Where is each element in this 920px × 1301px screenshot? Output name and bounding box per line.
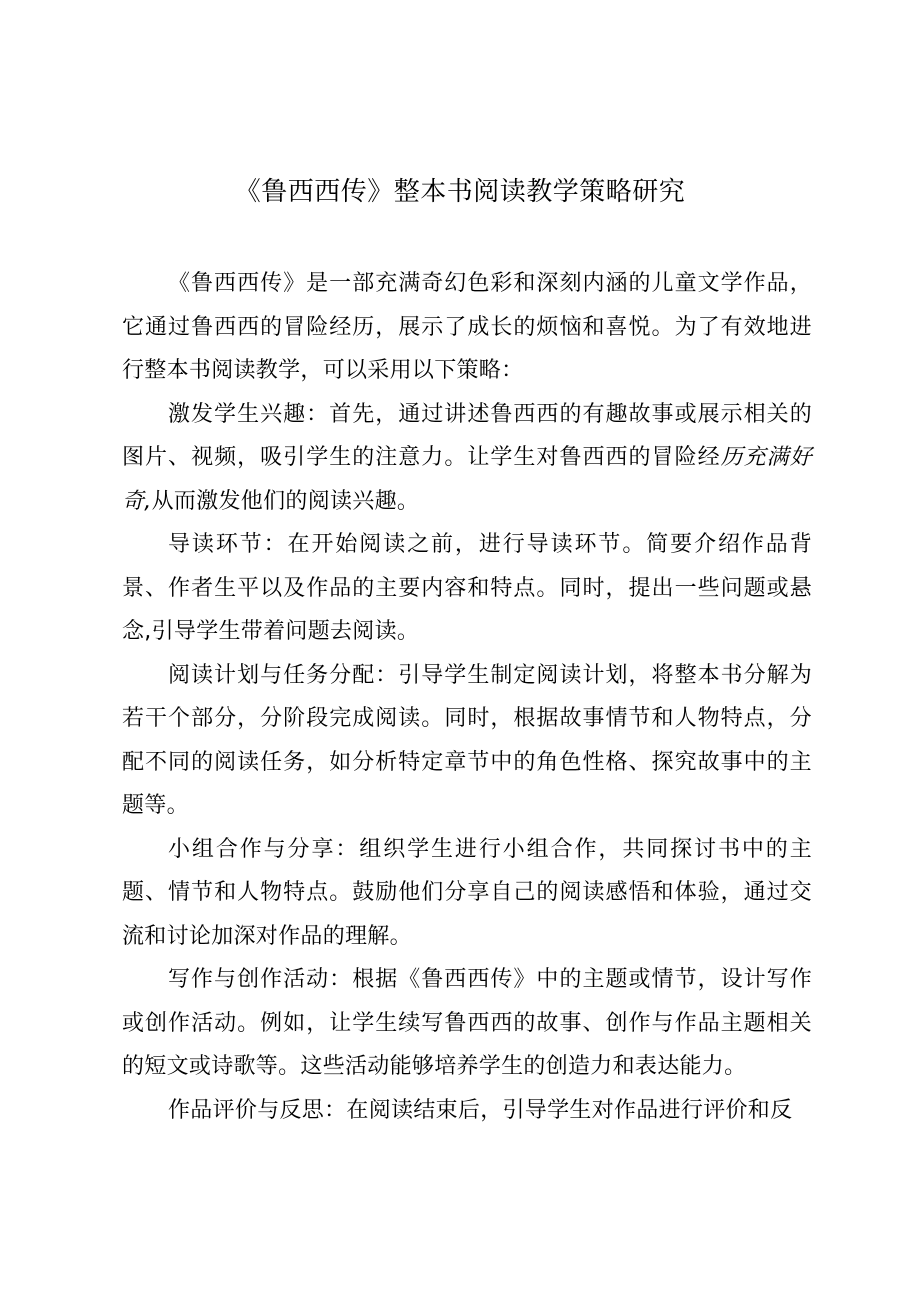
paragraph-interest — [122, 393, 812, 524]
paragraph-interest-italic: 历充满好奇, — [122, 445, 812, 514]
paragraph-evaluation: 作品评价与反思：在阅读结束后，引导学生对作品进行评价和反 — [168, 1097, 793, 1123]
paragraph-reading-plan: 阅读计划与任务分配：引导学生制定阅读计划，将整本书分解为若干个部分，分阶段完成阅读。同时，根据故事情节和人物特点，分配不同的阅读任务，如分析特定章节中的角色性格、探究故事中的主题等。 — [122, 662, 812, 818]
paragraph-writing: 写作与创作活动：根据《鲁西西传》中的主题或情节，设计写作或创作活动。例如，让学生续写鲁西西的故事、创作与作品主题相关的短文或诗歌等。这些活动能够培养学生的创造力和表达能力。 — [122, 967, 812, 1079]
document-body — [122, 262, 812, 1132]
paragraph-guided-reading: 导读环节：在开始阅读之前，进行导读环节。简要介绍作品背景、作者生平以及作品的主要内容和特点。同时，提出一些问题或悬念,引导学生带着问题去阅读。 — [122, 532, 812, 644]
paragraph-group-work: 小组合作与分享：组织学生进行小组合作，共同探讨书中的主题、情节和人物特点。鼓励他们分享自己的阅读感悟和体验，通过交流和讨论加深对作品的理解。 — [122, 836, 812, 949]
paragraph-interest-text: 激发学生兴趣：首先，通过讲述鲁西西的有趣故事或展示相关的图片、视频，吸引学生的注意力。让学生对鲁西西的冒险经 — [122, 401, 812, 470]
paragraph-interest-end: 从而激发他们的阅读兴趣。 — [151, 488, 420, 514]
paragraph-intro: 《鲁西西传》是一部充满奇幻色彩和深刻内涵的儿童文学作品，它通过鲁西西的冒险经历，展示了成长的烦恼和喜悦。为了有效地进行整本书阅读教学，可以采用以下策略： — [122, 271, 812, 383]
document-title: 《鲁西西传》整本书阅读教学策略研究 — [234, 177, 686, 207]
